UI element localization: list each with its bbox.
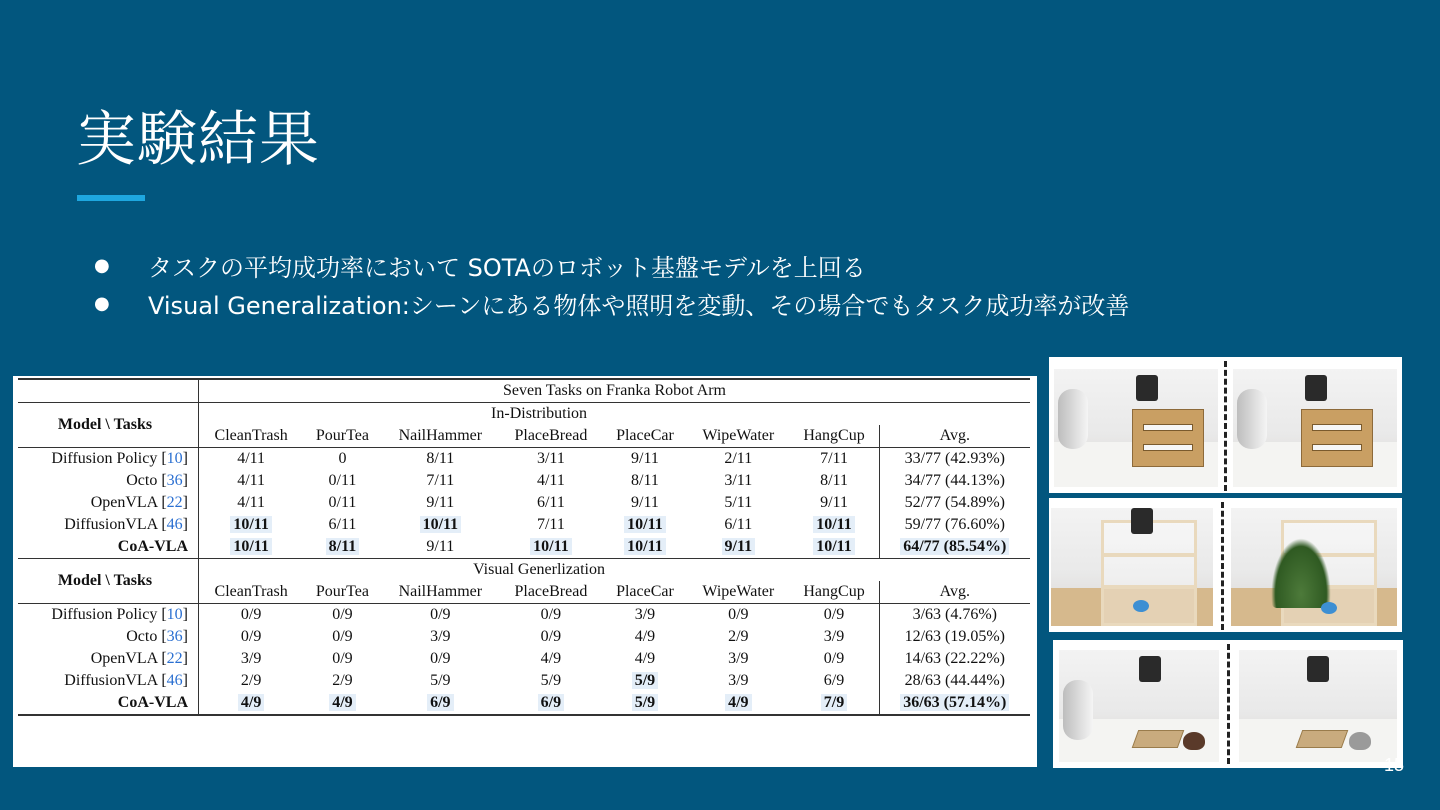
column-header: NailHammer	[398, 583, 483, 600]
model-name: Octo	[126, 472, 158, 489]
citation-link[interactable]: 36	[166, 628, 183, 645]
table-cell: 0/9	[303, 604, 381, 627]
table-cell-avg-best: 64/77 (85.54%)	[900, 538, 1009, 555]
column-header-avg: Avg.	[939, 583, 970, 600]
column-header: CleanTrash	[214, 427, 288, 444]
column-header: PourTea	[315, 583, 369, 600]
model-name: Diffusion Policy	[51, 450, 158, 467]
citation-link[interactable]: 46	[166, 672, 183, 689]
model-name: DiffusionVLA	[64, 672, 158, 689]
table-cell-avg: 12/63 (19.05%)	[904, 628, 1005, 645]
table-cell: 0/9	[687, 604, 789, 627]
table-row: DiffusionVLA [46] 2/9 2/9 5/9 5/9 5/9 3/9 6/9 28/63 (44.44%)	[18, 670, 1030, 692]
table-cell-best: 4/9	[329, 694, 355, 711]
table-cell: 3/9	[789, 626, 879, 648]
table-cell: 0/9	[499, 604, 603, 627]
table-cell-best: 10/11	[230, 538, 272, 555]
table-cell: 5/11	[724, 494, 753, 511]
citation-link[interactable]: 22	[166, 494, 183, 511]
table-cell: 0	[303, 448, 381, 471]
table-row: Diffusion Policy [10] 0/9 0/9 0/9 0/9 3/9 0/9 0/9 3/63 (4.76%)	[18, 604, 1030, 627]
table-row: OpenVLA [22] 3/9 0/9 0/9 4/9 4/9 3/9 0/9 14/63 (22.22%)	[18, 648, 1030, 670]
table-cell: 0/9	[382, 604, 499, 627]
table-cell: 4/9	[634, 650, 656, 667]
table-cell: 0/9	[332, 628, 353, 645]
table-cell-best: 4/9	[238, 694, 264, 711]
table-cell: 3/11	[724, 472, 753, 489]
table-row	[18, 536, 1030, 559]
bullet-icon: ●	[94, 292, 110, 314]
table-cell: 6/11	[724, 516, 753, 533]
citation-link[interactable]: 10	[166, 606, 183, 623]
column-header: PlaceBread	[514, 583, 588, 600]
model-name: Octo	[126, 628, 158, 645]
column-header: HangCup	[789, 425, 879, 448]
header-model-tasks: Model \ Tasks	[18, 559, 199, 604]
table-cell: 3/9	[728, 650, 749, 667]
table-cell-best: 10/11	[813, 516, 855, 533]
column-header: WipeWater	[702, 583, 775, 600]
table-cell: 0/9	[789, 604, 879, 627]
model-name: Diffusion Policy	[51, 606, 158, 623]
column-header: CleanTrash	[214, 583, 288, 600]
column-header-avg: Avg.	[939, 427, 970, 444]
table-cell-best: 5/9	[632, 694, 658, 711]
scene-photo-original	[1051, 508, 1213, 626]
table-cell-avg: 14/63 (22.22%)	[904, 650, 1005, 667]
table-row: OpenVLA [22] 4/11 0/11 9/11 6/11 9/11 5/11 9/11 52/77 (54.89%)	[18, 492, 1030, 514]
table-cell: 0/9	[789, 648, 879, 670]
table-row: Diffusion Policy [10] 4/11 0 8/11 3/11 9/11 2/11 7/11 33/77 (42.93%)	[18, 448, 1030, 471]
page-number: 15	[1384, 755, 1405, 775]
citation-link[interactable]: 36	[166, 472, 183, 489]
table-cell: 5/9	[540, 672, 562, 689]
table-cell: 5/9	[430, 672, 451, 689]
table-cell: 8/11	[382, 448, 499, 471]
table-caption: Seven Tasks on Franka Robot Arm	[199, 379, 1031, 403]
scene-comparison-photo-2	[1049, 498, 1402, 632]
table-cell: 0/9	[199, 604, 304, 627]
table-cell: 9/11	[426, 494, 455, 511]
table-cell: 0/9	[540, 628, 562, 645]
table-row: DiffusionVLA [46] 10/11 6/11 10/11 7/11 10/11 6/11 10/11 59/77 (76.60%)	[18, 514, 1030, 536]
bullet-text: タスクの平均成功率において SOTAのロボット基盤モデルを上回る	[148, 253, 866, 282]
bullet-item	[94, 284, 1129, 322]
table-cell: 8/11	[789, 470, 879, 492]
column-header: HangCup	[789, 581, 879, 604]
table-cell: 7/11	[536, 516, 565, 533]
table-cell-best: 10/11	[230, 516, 272, 533]
table-cell-best: 4/9	[725, 694, 751, 711]
model-name: DiffusionVLA	[64, 516, 158, 533]
table-cell: 7/11	[426, 472, 455, 489]
table-cell-avg: 52/77 (54.89%)	[904, 494, 1005, 511]
table-cell-best: 6/9	[427, 694, 453, 711]
section-title: In-Distribution	[199, 403, 880, 426]
table-cell: 0/11	[328, 472, 357, 489]
table-cell: 0/11	[328, 494, 357, 511]
model-name: OpenVLA	[90, 494, 158, 511]
table-cell-avg: 33/77 (42.93%)	[879, 448, 1030, 471]
dashed-divider	[1221, 502, 1224, 630]
table-cell-best: 10/11	[624, 538, 666, 555]
bullet-icon: ●	[94, 254, 110, 276]
table-cell-avg: 28/63 (44.44%)	[904, 672, 1005, 689]
scene-comparison-photo-1	[1049, 357, 1402, 493]
table-cell: 0/9	[430, 650, 451, 667]
table-cell-best: 9/11	[722, 538, 756, 555]
results-table	[18, 378, 1030, 716]
table-cell: 8/11	[631, 472, 659, 489]
results-table-image	[13, 376, 1037, 767]
scene-photo-variation	[1233, 369, 1397, 487]
table-cell-best: 10/11	[813, 538, 855, 555]
scene-comparison-photo-3	[1053, 640, 1403, 768]
table-cell-best: 6/9	[538, 694, 564, 711]
column-header: PourTea	[315, 427, 369, 444]
table-cell: 3/9	[728, 672, 749, 689]
bullet-text: Visual Generalization:シーンにある物体や照明を変動、その場合でもタスク成功率が改善	[148, 291, 1130, 320]
column-header: WipeWater	[702, 427, 775, 444]
model-name: OpenVLA	[90, 650, 158, 667]
table-cell: 6/9	[789, 670, 879, 692]
table-cell: 4/11	[237, 472, 266, 489]
table-cell: 7/11	[789, 448, 879, 471]
column-header: PlaceCar	[616, 583, 674, 600]
table-cell: 4/9	[634, 628, 656, 645]
table-cell-best: 8/11	[326, 538, 360, 555]
table-row	[18, 692, 1030, 715]
citation-link[interactable]: 22	[166, 650, 183, 667]
scene-photo-variation	[1239, 650, 1397, 762]
table-cell: 2/9	[728, 628, 749, 645]
table-cell: 3/11	[499, 448, 603, 471]
table-cell: 9/11	[426, 538, 455, 555]
table-cell: 6/11	[328, 516, 357, 533]
column-header: PlaceCar	[616, 427, 674, 444]
dashed-divider	[1227, 644, 1230, 764]
column-header: NailHammer	[398, 427, 483, 444]
table-row: Octo [36] 4/11 0/11 7/11 4/11 8/11 3/11 8/11 34/77 (44.13%)	[18, 470, 1030, 492]
table-cell: 3/9	[240, 650, 262, 667]
scene-photo-original	[1054, 369, 1218, 487]
table-cell: 4/9	[540, 650, 562, 667]
table-cell-avg: 59/77 (76.60%)	[904, 516, 1005, 533]
table-cell-avg-best: 36/63 (57.14%)	[900, 694, 1009, 711]
bullet-list	[94, 246, 1129, 322]
scene-photo-variation	[1231, 508, 1397, 626]
title-underline	[77, 195, 145, 201]
column-header: PlaceBread	[514, 427, 588, 444]
table-cell: 0/9	[240, 628, 262, 645]
table-cell: 4/11	[199, 448, 304, 471]
table-cell: 2/9	[332, 672, 353, 689]
table-cell-best: 10/11	[530, 538, 572, 555]
table-cell: 9/11	[789, 492, 879, 514]
table-cell-best: 10/11	[420, 516, 462, 533]
table-cell: 6/11	[536, 494, 565, 511]
table-row: Octo [36] 0/9 0/9 3/9 0/9 4/9 2/9 3/9 12/63 (19.05%)	[18, 626, 1030, 648]
citation-link[interactable]: 46	[166, 516, 183, 533]
table-cell: 2/9	[240, 672, 262, 689]
dashed-divider	[1224, 361, 1227, 491]
header-model-tasks: Model \ Tasks	[18, 403, 199, 448]
slide-title: 実験結果	[76, 105, 320, 175]
table-cell: 3/9	[430, 628, 451, 645]
model-name: CoA-VLA	[117, 538, 188, 555]
citation-link[interactable]: 10	[166, 450, 183, 467]
table-cell: 9/11	[631, 494, 659, 511]
bullet-item	[94, 246, 1129, 284]
table-cell: 0/9	[332, 650, 353, 667]
table-cell: 4/11	[237, 494, 266, 511]
table-cell: 4/11	[536, 472, 565, 489]
table-cell: 3/9	[603, 604, 687, 627]
section-title: Visual Generlization	[199, 559, 880, 582]
table-cell-best: 10/11	[624, 516, 666, 533]
table-cell-best: 5/9	[632, 672, 658, 689]
table-cell-avg: 34/77 (44.13%)	[904, 472, 1005, 489]
model-name: CoA-VLA	[117, 694, 188, 711]
table-cell-avg: 3/63 (4.76%)	[879, 604, 1030, 627]
table-cell: 2/11	[687, 448, 789, 471]
table-cell-best: 7/9	[821, 694, 847, 711]
scene-photo-original	[1059, 650, 1219, 762]
table-cell: 9/11	[603, 448, 687, 471]
